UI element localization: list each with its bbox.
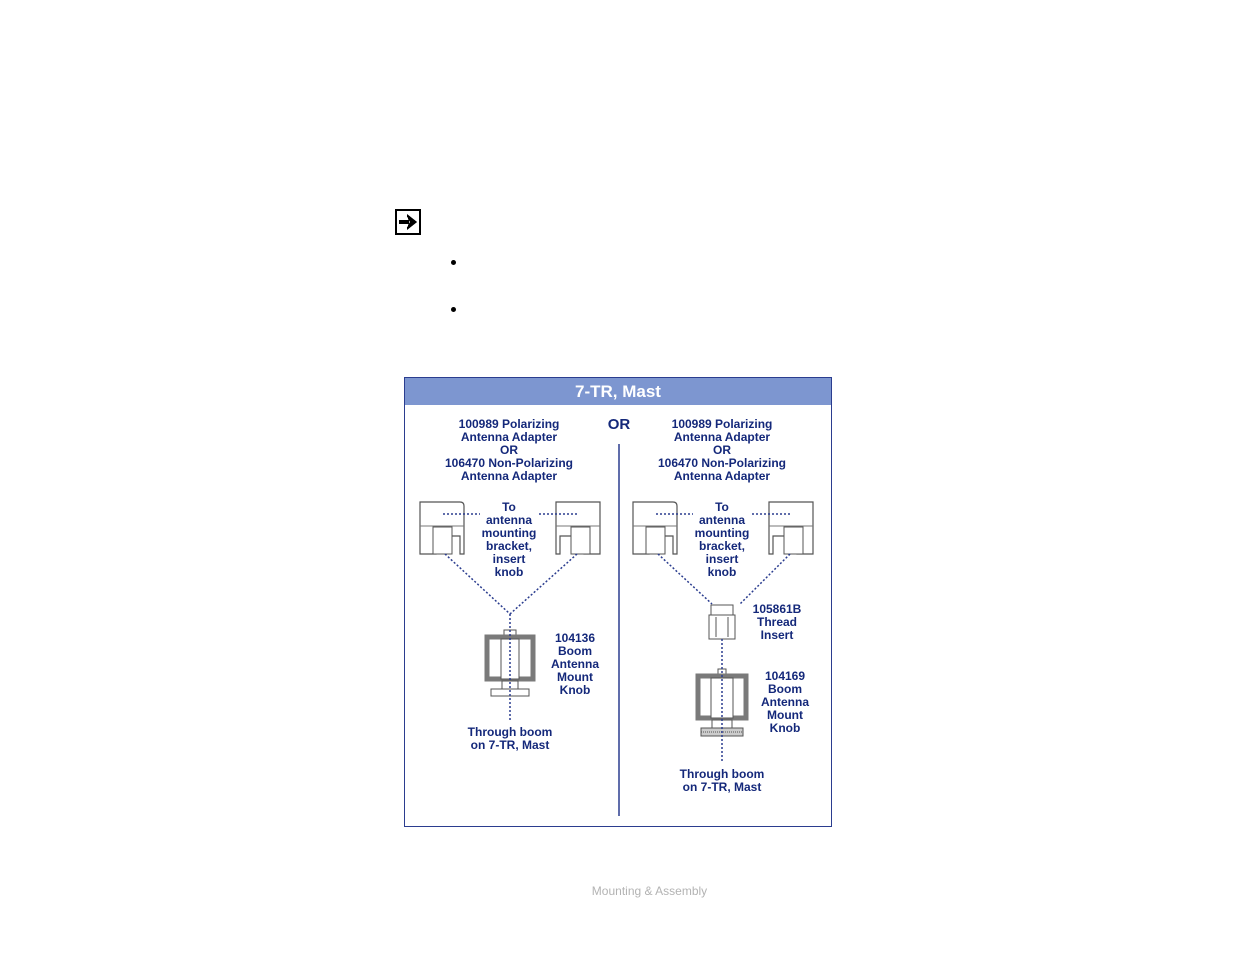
thread-insert-icon	[709, 605, 735, 639]
bullet-point-2	[451, 307, 456, 312]
label-line: insert	[705, 552, 739, 566]
label-line: OR	[713, 443, 731, 457]
left-through-boom-label	[460, 726, 560, 752]
label-line: Antenna Adapter	[673, 469, 771, 483]
label-line: bracket,	[485, 539, 533, 553]
left-adapter-right-icon	[556, 502, 600, 554]
label-line: on 7-TR, Mast	[470, 738, 550, 752]
right-to-bracket-label	[682, 501, 762, 579]
label-line: 106470 Non-Polarizing	[657, 456, 787, 470]
label-line: insert	[492, 552, 526, 566]
bullet-point-1	[451, 260, 456, 265]
left-adapter-left-icon	[420, 502, 464, 554]
page-footer: Mounting & Assembly	[591, 884, 708, 898]
label-line: 104169	[764, 669, 806, 683]
right-adapter-label	[642, 418, 802, 483]
label-line: Through boom	[679, 767, 765, 781]
label-line: Through boom	[467, 725, 553, 739]
label-line: Antenna	[551, 657, 599, 671]
label-line: Knob	[769, 721, 801, 735]
label-line: Mount	[767, 708, 803, 722]
label-line: Antenna Adapter	[673, 430, 771, 444]
label-line: Mount	[557, 670, 593, 684]
label-line: Antenna Adapter	[460, 469, 558, 483]
label-line: 105861B	[752, 602, 802, 616]
label-line: Knob	[559, 683, 591, 697]
label-line: 100989 Polarizing	[458, 417, 560, 431]
label-line: OR	[500, 443, 518, 457]
label-line: 100989 Polarizing	[671, 417, 773, 431]
figure-title: 7-TR, Mast	[405, 378, 831, 405]
label-line: Insert	[760, 628, 794, 642]
label-line: To	[715, 500, 729, 514]
left-to-bracket-label	[469, 501, 549, 579]
label-line: 106470 Non-Polarizing	[444, 456, 574, 470]
label-line: bracket,	[698, 539, 746, 553]
label-line: 104136	[554, 631, 596, 645]
label-line: on 7-TR, Mast	[682, 780, 762, 794]
label-line: Antenna	[761, 695, 809, 709]
label-line: To	[502, 500, 516, 514]
label-line: antenna	[698, 513, 745, 527]
right-knob-label	[755, 670, 815, 735]
or-label: OR	[607, 416, 631, 433]
label-line: Thread	[756, 615, 797, 629]
label-line: mounting	[694, 526, 750, 540]
left-knob-label	[545, 632, 605, 697]
label-line: Boom	[768, 682, 802, 696]
label-line: antenna	[485, 513, 532, 527]
thread-insert-label	[747, 603, 807, 642]
right-adapter-right-icon	[769, 502, 813, 554]
label-line: mounting	[481, 526, 537, 540]
right-arrow-note-icon	[395, 209, 421, 235]
label-line: knob	[707, 565, 737, 579]
right-through-boom-label	[672, 768, 772, 794]
label-line: knob	[494, 565, 524, 579]
left-adapter-label	[429, 418, 589, 483]
arrow-glyph-icon	[397, 211, 419, 233]
right-adapter-left-icon	[633, 502, 677, 554]
label-line: Antenna Adapter	[460, 430, 558, 444]
mounting-figure	[404, 377, 832, 827]
label-line: Boom	[558, 644, 592, 658]
